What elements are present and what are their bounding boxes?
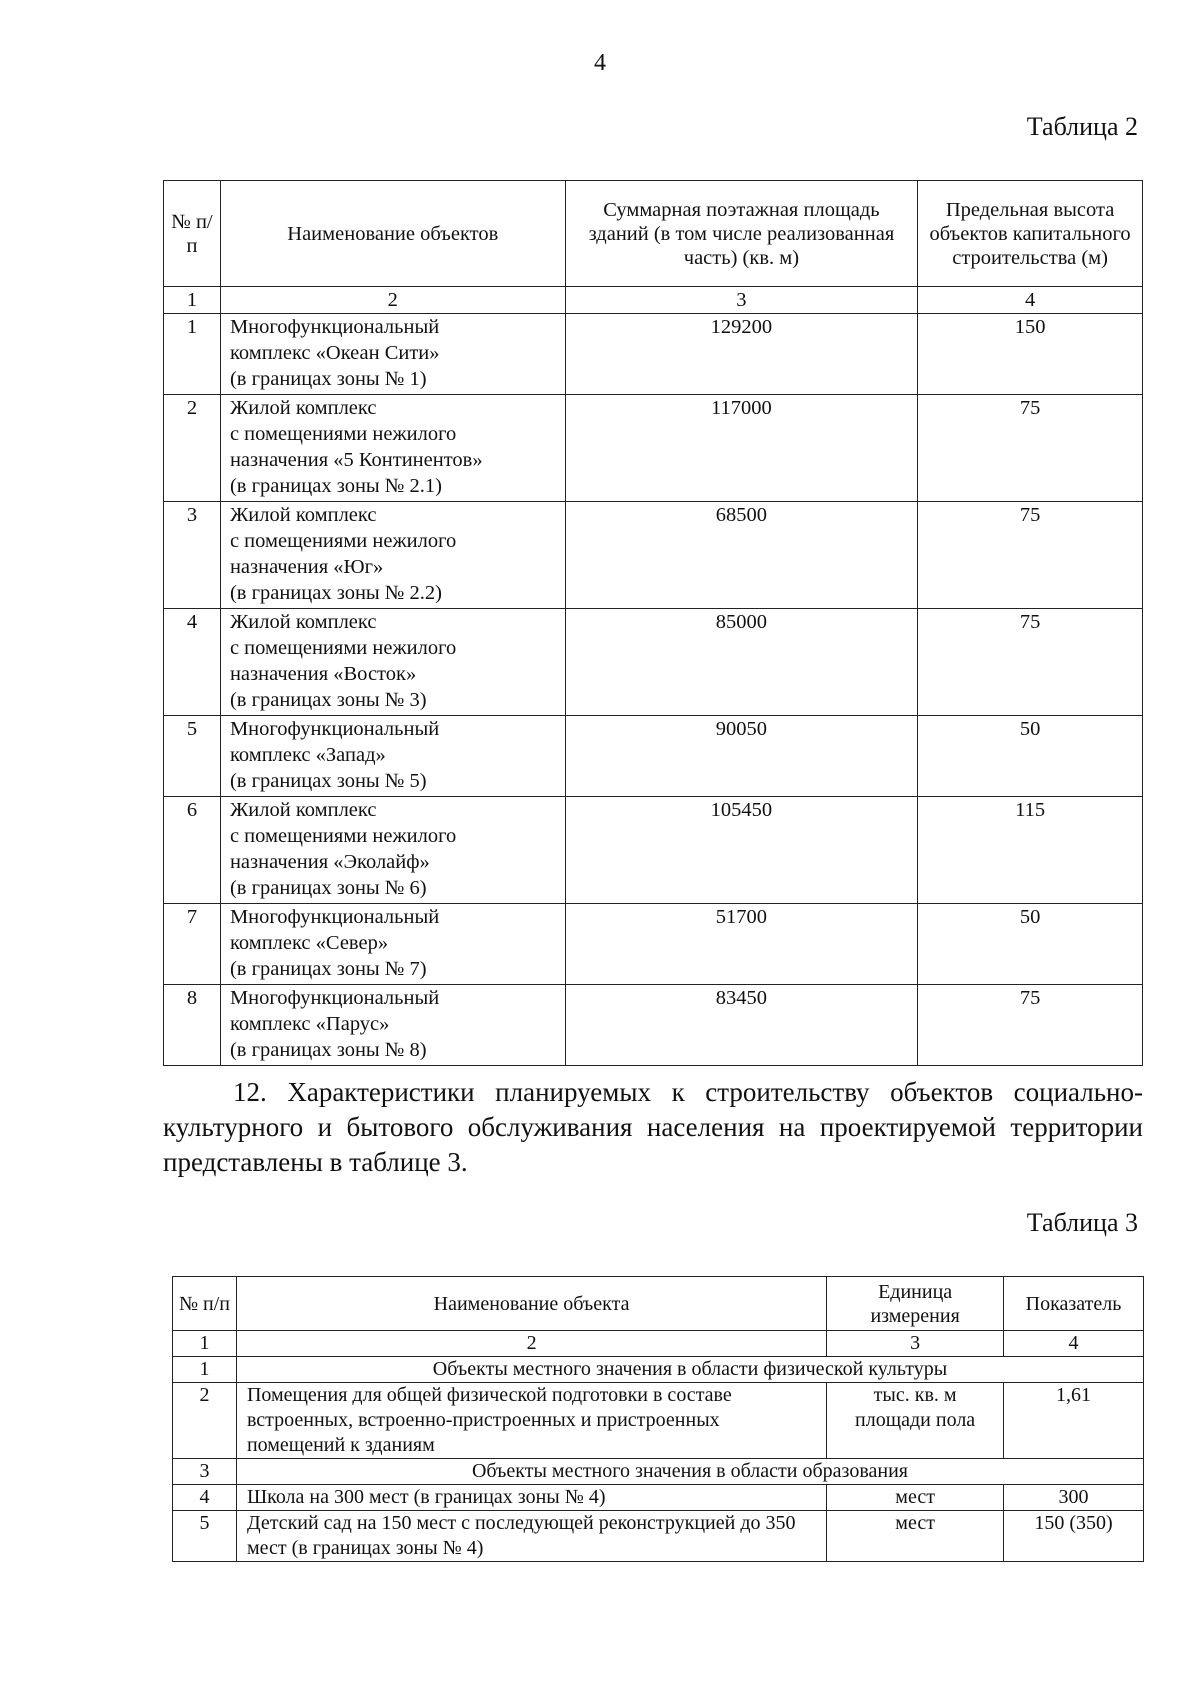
floor-area: 85000 xyxy=(565,609,918,716)
index-cell: 1 xyxy=(173,1331,237,1357)
floor-area: 90050 xyxy=(565,716,918,797)
index-row xyxy=(173,1331,1144,1357)
index-cell: 3 xyxy=(565,287,918,314)
header-name: Наименование объекта xyxy=(236,1277,826,1331)
unit: мест xyxy=(827,1485,1004,1511)
row-num: 5 xyxy=(173,1511,237,1562)
header-num: № п/п xyxy=(164,181,221,287)
object-name-line: назначения «5 Континентов» xyxy=(229,449,483,471)
index-row xyxy=(164,287,1143,314)
indicator-value: 1,61 xyxy=(1004,1383,1144,1459)
table-3 xyxy=(172,1276,1144,1562)
unit: тыс. кв. м площади пола xyxy=(827,1383,1004,1459)
index-cell: 4 xyxy=(918,287,1143,314)
header-value: Показатель xyxy=(1004,1277,1144,1331)
table-2 xyxy=(163,180,1143,1066)
table3-caption: Таблица 3 xyxy=(1026,1208,1138,1237)
object-name-line: комплекс «Парус» xyxy=(229,1013,390,1035)
floor-area: 117000 xyxy=(565,395,918,502)
table-row xyxy=(173,1485,1144,1511)
index-cell: 2 xyxy=(236,1331,826,1357)
object-name: Детский сад на 150 мест с последующей реконструкцией до 350 мест (в границах зоны № 4) xyxy=(236,1511,826,1562)
max-height: 75 xyxy=(918,395,1143,502)
object-name-line: с помещениями нежилого xyxy=(229,825,457,847)
table-row xyxy=(173,1357,1144,1383)
row-num: 2 xyxy=(164,395,221,502)
header-area: Суммарная поэтажная площадь зданий (в том числе реализованная часть) (кв. м) xyxy=(565,181,918,287)
object-name-line: (в границах зоны № 6) xyxy=(229,877,427,899)
unit: мест xyxy=(827,1511,1004,1562)
table-row xyxy=(164,314,1143,395)
floor-area: 83450 xyxy=(565,985,918,1066)
row-num: 1 xyxy=(173,1357,237,1383)
object-name-line: комплекс «Океан Сити» xyxy=(229,342,440,364)
object-name-line: (в границах зоны № 2.1) xyxy=(229,475,442,497)
row-num: 4 xyxy=(164,609,221,716)
object-name xyxy=(220,502,565,609)
object-name-line: (в границах зоны № 3) xyxy=(229,689,427,711)
object-name-line: назначения «Юг» xyxy=(229,556,384,578)
max-height: 75 xyxy=(918,609,1143,716)
object-name-line: Жилой комплекс xyxy=(229,504,377,526)
header-name: Наименование объектов xyxy=(220,181,565,287)
row-num: 2 xyxy=(173,1383,237,1459)
table-row xyxy=(164,395,1143,502)
object-name-line: Многофункциональный xyxy=(229,316,440,338)
floor-area: 68500 xyxy=(565,502,918,609)
floor-area: 105450 xyxy=(565,797,918,904)
object-name-line: назначения «Эколайф» xyxy=(229,851,430,873)
object-name-line: Многофункциональный xyxy=(229,718,440,740)
object-name-line: комплекс «Север» xyxy=(229,932,389,954)
table-row xyxy=(164,797,1143,904)
object-name-line: (в границах зоны № 5) xyxy=(229,770,427,792)
table-row xyxy=(173,1511,1144,1562)
header-unit: Единица измерения xyxy=(827,1277,1004,1331)
row-num: 3 xyxy=(164,502,221,609)
section-title: Объекты местного значения в области образования xyxy=(236,1459,1143,1485)
object-name-line: с помещениями нежилого xyxy=(229,637,457,659)
row-num: 1 xyxy=(164,314,221,395)
object-name xyxy=(220,609,565,716)
object-name-line: (в границах зоны № 7) xyxy=(229,958,427,980)
object-name xyxy=(220,395,565,502)
table-row xyxy=(164,609,1143,716)
max-height: 50 xyxy=(918,716,1143,797)
max-height: 75 xyxy=(918,985,1143,1066)
table-row xyxy=(173,1383,1144,1459)
object-name xyxy=(220,797,565,904)
table-row xyxy=(173,1459,1144,1485)
indicator-value: 150 (350) xyxy=(1004,1511,1144,1562)
row-num: 5 xyxy=(164,716,221,797)
object-name-line: Жилой комплекс xyxy=(229,611,377,633)
table-row xyxy=(164,904,1143,985)
max-height: 75 xyxy=(918,502,1143,609)
object-name xyxy=(220,716,565,797)
header-height: Предельная высота объектов капитального строительства (м) xyxy=(918,181,1143,287)
row-num: 7 xyxy=(164,904,221,985)
object-name-line: Многофункциональный xyxy=(229,906,440,928)
index-cell: 2 xyxy=(220,287,565,314)
indicator-value: 300 xyxy=(1004,1485,1144,1511)
floor-area: 51700 xyxy=(565,904,918,985)
row-num: 4 xyxy=(173,1485,237,1511)
table-row xyxy=(164,985,1143,1066)
object-name-line: Многофункциональный xyxy=(229,987,440,1009)
index-cell: 4 xyxy=(1004,1331,1144,1357)
row-num: 8 xyxy=(164,985,221,1066)
table-row xyxy=(164,502,1143,609)
max-height: 50 xyxy=(918,904,1143,985)
object-name: Школа на 300 мест (в границах зоны № 4) xyxy=(236,1485,826,1511)
object-name xyxy=(220,904,565,985)
object-name-line: Жилой комплекс xyxy=(229,799,377,821)
section-title: Объекты местного значения в области физической культуры xyxy=(236,1357,1143,1383)
object-name-line: комплекс «Запад» xyxy=(229,744,386,766)
paragraph-12: 12. Характеристики планируемых к строительству объектов социально-культурного и бытового обслуживания населения на проектируемой территории представлены в таблице 3. xyxy=(163,1077,1143,1177)
object-name-line: с помещениями нежилого xyxy=(229,423,457,445)
table-row xyxy=(164,716,1143,797)
object-name-line: (в границах зоны № 8) xyxy=(229,1039,427,1061)
object-name xyxy=(220,314,565,395)
floor-area: 129200 xyxy=(565,314,918,395)
object-name-line: (в границах зоны № 1) xyxy=(229,368,427,390)
index-cell: 1 xyxy=(164,287,221,314)
object-name-line: Жилой комплекс xyxy=(229,397,377,419)
object-name: Помещения для общей физической подготовки в составе встроенных, встроенно-пристроенных и пристроенных помещений к зданиям xyxy=(236,1383,826,1459)
object-name-line: (в границах зоны № 2.2) xyxy=(229,582,442,604)
page-number: 4 xyxy=(594,50,606,76)
row-num: 3 xyxy=(173,1459,237,1485)
max-height: 150 xyxy=(918,314,1143,395)
object-name-line: с помещениями нежилого xyxy=(229,530,457,552)
table2-caption: Таблица 2 xyxy=(1026,112,1138,141)
index-cell: 3 xyxy=(827,1331,1004,1357)
object-name-line: назначения «Восток» xyxy=(229,663,417,685)
object-name xyxy=(220,985,565,1066)
header-num: № п/п xyxy=(173,1277,237,1331)
row-num: 6 xyxy=(164,797,221,904)
max-height: 115 xyxy=(918,797,1143,904)
